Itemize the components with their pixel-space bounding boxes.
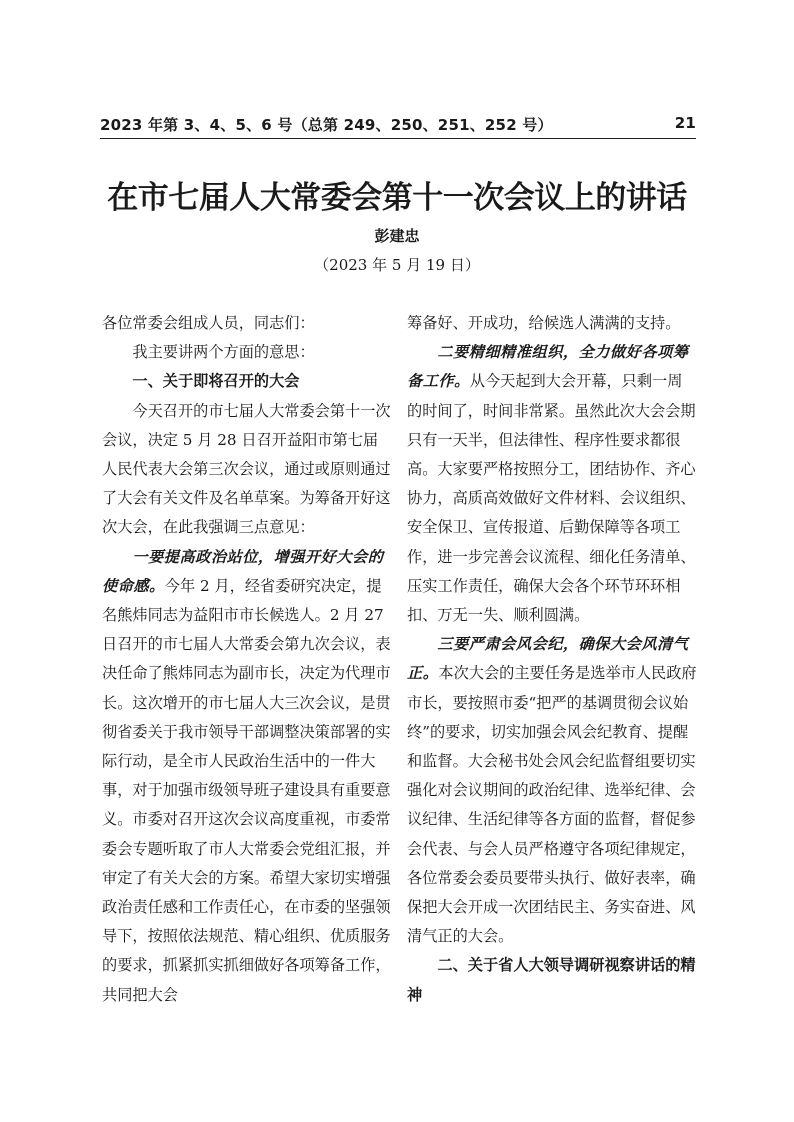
point-1-body: 今年 2 月，经省委研究决定，提名熊炜同志为益阳市市长候选人。2 月 27 日召开的市七届人大常委会第九次会议，表决任命了熊炜同志为副市长，决定为代理市长。这次增开的市七届人大三次会议，是贯彻省委关于我市领导干部调整决策部署的实际行动，是全市人民政治生活中的一件大事，对于加强市级领导班子建设具有重要意义。市委对召开这次会议高度重视，市委常委会专题听取了市人大常委会党组汇报，并审定了有关大会的方案。希望大家切实增强政治责任感和工作责任心，在市委的坚强领导下，按照依法规范、精心组织、优质服务的要求，抓紧抓实抓细做好各项筹备工作，共同把大会: [102, 576, 391, 1004]
point-3-lead: 三要严肃会风会纪，确保大会风清气正。: [407, 635, 689, 683]
point-3-body: 本次大会的主要任务是选举市人民政府市长，要按照市委“把严的基调贯彻会议始终”的要求，切实加强会风会纪教育、提醒和监督。大会秘书处会风会纪监督组要切实强化对会议期间的政治纪律、选举纪律、会议纪律、生活纪律等各方面的监督，督促参会代表、与会人员严格遵守各项纪律规定，各位常委会委员要带头执行、做好表率，确保把大会开成一次团结民主、务实奋进、风清气正的大会。: [407, 664, 697, 946]
article-date: （2023 年 5 月 19 日）: [314, 256, 480, 274]
right-column: [407, 309, 697, 1010]
section-heading-1: 一、关于即将召开的大会: [132, 372, 300, 391]
section-heading-2: 二、关于省人大领导调研视察讲话的精神: [407, 956, 696, 1004]
article-author: 彭建忠: [374, 227, 420, 245]
salutation: 各位常委会组成人员，同志们：: [102, 314, 315, 332]
issue-info: 2023 年第 3、4、5、6 号（总第 249、250、251、252 号）: [100, 116, 553, 134]
point-3-paragraph: [407, 630, 697, 951]
intro-paragraph: 我主要讲两个方面的意思：: [132, 343, 315, 362]
body-paragraph-1: 今天召开的市七届人大常委会第十一次会议，决定 5 月 28 日召开益阳市第七届人民代表大会第三次会议，通过或原则通过了大会有关文件及名单草案。为筹备开好这次大会，在此我强调三点意见：: [102, 401, 391, 537]
left-column: [102, 309, 392, 1010]
article-title: 在市七届人大常委会第十一次会议上的讲话: [107, 180, 687, 216]
page-number: 21: [674, 114, 696, 132]
continued-text: 筹备好、开成功，给候选人满满的支持。: [407, 314, 681, 332]
point-2-body: 从今天起到大会开幕，只剩一周的时间了，时间非常紧。虽然此次大会会期只有一天半，但法律性、程序性要求都很高。大家要严格按照分工，团结协作、齐心协力，高质高效做好文件材料、会议组织、安全保卫、宣传报道、后勤保障等各项工作，进一步完善会议流程、细化任务清单、压实工作责任，确保大会各个环节环环相扣、万无一失、顺利圆满。: [407, 372, 696, 625]
point-1-lead: 一要提高政治站位，增强开好大会的使命感。: [102, 547, 384, 595]
header-rule: [100, 138, 696, 139]
point-1-paragraph: [102, 543, 392, 1010]
running-header: [100, 114, 696, 136]
point-2-lead: 二要精细精准组织，全力做好各项筹备工作。: [407, 343, 689, 391]
point-2-paragraph: [407, 338, 697, 630]
